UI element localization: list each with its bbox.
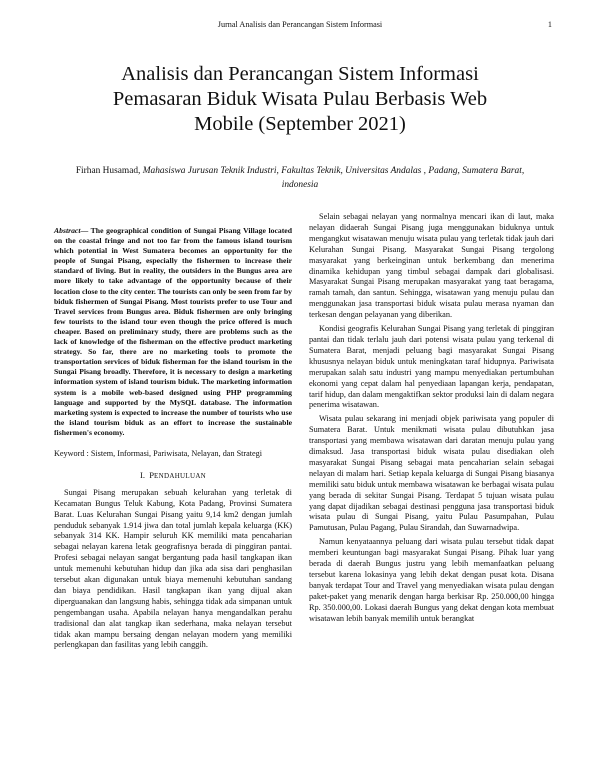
body-paragraph: Namun kenyataannya peluang dari wisata pulau tersebut tidak dapat memberi keuntungan bagi masyarakat Sungai Pisang. Pihak luar yang berada di daerah Bungus justru yang lebih memanfaatkan peluang tersebut karena lokasinya yang lebih dekat dengan pusat kota. Disana banyak terdapat Tour and Travel yang menyediakan wisata pulau dengan paket-paket yang menarik dengan harga berkisar Rp. 250.000,00 hingga Rp. 350.000,00. Lokasi daerah Bungus yang dekat dengan kota membuat wisatawan lebih banyak memilih untuk berangkat	[309, 537, 554, 623]
author-name: Firhan Husamad,	[75, 166, 143, 176]
abstract	[54, 226, 292, 438]
section-title-initial: P	[149, 469, 155, 480]
keywords: Keyword : Sistem, Informasi, Pariwisata, Nelayan, dan Strategi	[54, 448, 263, 458]
section-heading-introduction	[54, 470, 292, 482]
title-line: Pemasaran Biduk Wisata Pulau Berbasis Web	[112, 88, 488, 110]
page-number: 1	[547, 20, 552, 29]
left-column	[54, 226, 292, 651]
paper-title	[60, 62, 540, 137]
running-title: Jurnal Analisis dan Perancangan Sistem Informasi	[217, 20, 383, 29]
author-block	[60, 165, 540, 192]
abstract-label: Abstract	[54, 226, 81, 235]
title-line: Analisis dan Perancangan Sistem Informasi	[121, 63, 479, 85]
body-paragraph: Kondisi geografis Kelurahan Sungai Pisang yang terletak di pinggiran pantai dan tidak terlalu jauh dari potensi wisata pulau yang terkenal di Sumatera Barat, menjadi peluang bagi masyarakat Sungai Pisang khususnya nelayan biduk untuk meningkatan taraf hidupnya. Pariwisata merupakan salah satu industri yang mampu menyediakan pertumbuhan ekonomi yang cepat dalam hal penyediaan lapangan kerja, pendapatan, tarif hidup, dan dalam mengaktifkan sektor produksi lain di dalam negara penerima wisatawan.	[309, 324, 554, 410]
right-column	[309, 212, 554, 625]
running-header	[0, 20, 600, 34]
section-title-rest: ENDAHULUAN	[154, 471, 207, 480]
title-line: Mobile (September 2021)	[194, 113, 406, 135]
abstract-text: — The geographical condition of Sungai Pisang Village located on the coastal fringe and not too far from the famous island tourism which potential in West Sumatera becomes an opportunity for the people of Sungai Pisang, especially the fishermen to increase their standard of living. But in reality, the outsiders in the Bungus area are more likely to take advantage of the opportunity because of their location close to the city center. The tourists can only be seen from far by biduk fishermen of Sungai Pisang. Most tourists prefer to use Tour and Travel services from Bungus area. Biduk fishermen are only bringing few tourists to the island tour even though the price offered is much cheaper. Based on preliminary study, there are problems such as the lack of knowledge of the fisherman on the effective product marketing strategy. So far, there are no marketing tools to promote the transportation services of biduk fisherman for the island tourism in the Sungai Pisang broadly. Therefore, it is necessary to design a marketing information system of island tourism biduk. The marketing information system is a mobile web-based designed using PHP programming language and supported by the MySQL database. The information marketing system is expected to increase the number of tourists who use the island tourism biduk as an effort to increase the sustainable fishermen's economy.	[54, 226, 292, 437]
body-paragraph: Wisata pulau sekarang ini menjadi objek pariwisata yang populer di Sumatera Barat. Untuk menikmati wisata pulau dibutuhkan jasa transportasi yang membawa wisatawan dari daratan menuju pulau yang dimaksud. Jasa transportasi biduk wisata pulau disediakan oleh masyarakat Sungai Pisang sebagai mata pencaharian selain sebagai nelayan di malam hari. Setiap kepala keluarga di Sungai Pisang biasanya memiliki satu biduk untuk membawa wisatawan ke berbagai wisata pulau yang berada di sekitar Sungai Pisang. Terdapat 5 tujuan wisata pulau yang dapat dijadikan sebagai destinasi pengguna jasa transportasi biduk wisata pulau di Sungai Pisang, yaitu Pulau Pasumpahan, Pulau Pamutusan, Pulau Pagang, Pulau Sirandah, dan Suwarnadwipa.	[309, 414, 554, 533]
section-number: I.	[139, 469, 145, 480]
body-paragraph: Selain sebagai nelayan yang normalnya mencari ikan di laut, maka nelayan didaerah Sungai Pisang juga menggunakan biduknya untuk mengangkut wisatawan menuju wisata pulau yang terletak tidak jauh dari Kelurahan Sungai Pisang. Masyarakat Sungai Pisang tergolong masyarakat yang berkeinginan untuk berkembang dan menerima dinamika kehidupan yang timbul sebagai dampak dari globalisasi. Masyarakat Sungai Pisang merupakan masyarakat yang taat beragama, ramah tamah, dan santun. Sehingga, wisatawan yang menuju pulau dan menggunakan jasa transportasi biduk wisata pulau merasa nyaman dan terkesan dengan pelayanan yang diberikan.	[309, 212, 554, 320]
author-affiliation: Mahasiswa Jurusan Teknik Industri, Fakultas Teknik, Universitas Andalas , Padang, Sumatera Barat, indonesia	[142, 166, 525, 190]
body-paragraph: Sungai Pisang merupakan sebuah kelurahan yang terletak di Kecamatan Bungus Teluk Kabung, Kota Padang, Provinsi Sumatera Barat. Luas Kelurahan Sungai Pisang yaitu 9,14 km2 dengan jumlah penduduk sebanyak 1.914 jiwa dan total jumlah kepala keluarga (KK) sebanyak 314 KK. Hampir seluruh KK memiliki mata pencaharian sebagai nelayan karena letak geografisnya berada di pinggiran pantai. Profesi sebagai nelayan sangat bergantung pada hasil tangkapan ikan untuk memenuhi kebutuhan hidup dan jika ada sisa dari penghasilan tersebut akan digunakan untuk biaya memenuhi kebutuhan sandang dan biaya pendidikan. Hasil tangkapan ikan yang dijual akan diperguanakan dan langsung habis, sehingga tidak ada simpanan untuk pengembangan usaha. Apabila nelayan hanya mengandalkan perahu tradisional dan alat tangkap ikan sederhana, maka nelayan tersebut tidak akan mampu bersaing dengan nelayan modern yang memiliki perlengkapan dan fasilitas yang lebih canggih.	[54, 487, 292, 650]
